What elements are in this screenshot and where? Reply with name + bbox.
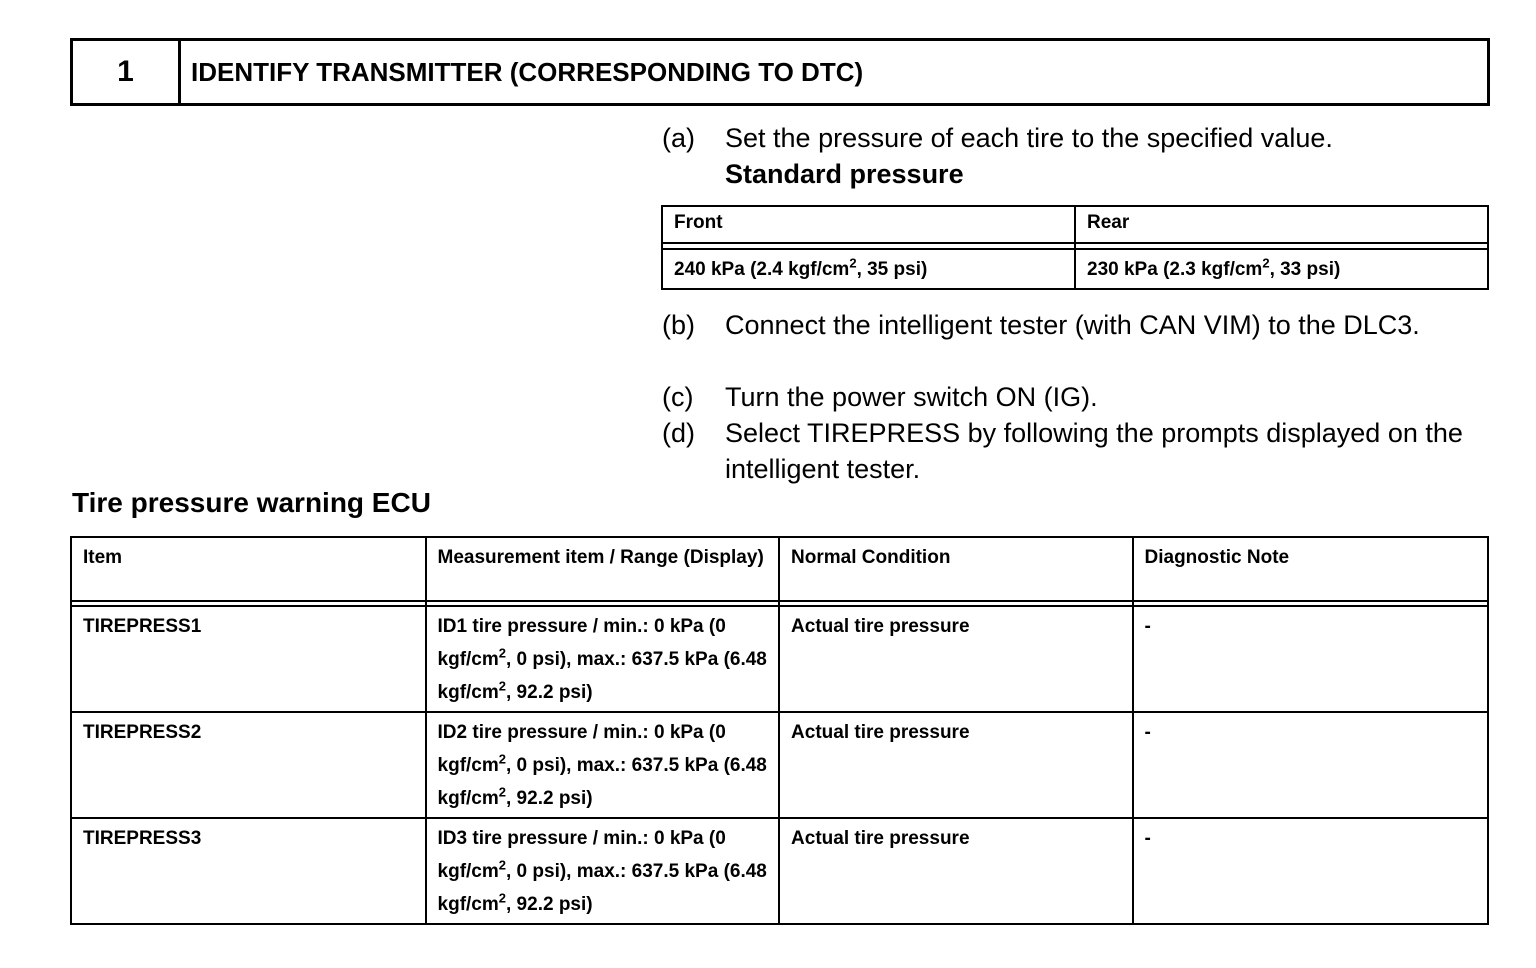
item-cell: TIREPRESS3 — [71, 818, 426, 924]
instruction-text: Select TIREPRESS by following the prompts displayed on the intelligent tester. — [725, 418, 1463, 484]
instruction-label: (d) — [662, 418, 695, 448]
step-header — [70, 38, 1490, 106]
header-rear: Rear — [1075, 206, 1488, 243]
ecu-section-title: Tire pressure warning ECU — [72, 487, 431, 518]
table-row — [71, 818, 1488, 924]
instruction-text: Set the pressure of each tire to the specified value. — [725, 123, 1333, 153]
step-number: 1 — [73, 41, 181, 103]
header-normal-condition: Normal Condition — [779, 537, 1132, 601]
standard-pressure-table — [661, 205, 1489, 290]
table-header-row — [662, 206, 1488, 243]
instruction-label: (a) — [662, 123, 695, 153]
normal-condition-cell: Actual tire pressure — [779, 818, 1132, 924]
measurement-cell: ID1 tire pressure / min.: 0 kPa (0 kgf/$cm^2$, 0 psi), max.: 637.5 kPa (6.48 kgf/$cm^2$, 92.2 psi) — [426, 606, 780, 712]
table-row — [71, 606, 1488, 712]
measurement-cell: ID2 tire pressure / min.: 0 kPa (0 kgf/$cm^2$, 0 psi), max.: 637.5 kPa (6.48 kgf/$cm^2$, 92.2 psi) — [426, 712, 780, 818]
header-measurement: Measurement item / Range (Display) — [426, 537, 780, 601]
instruction-text: Turn the power switch ON (IG). — [725, 382, 1098, 412]
instruction-d — [662, 415, 1492, 487]
instruction-label: (b) — [662, 310, 695, 340]
diagnostic-note-cell: - — [1133, 818, 1489, 924]
header-item: Item — [71, 537, 426, 601]
table-header-row — [71, 537, 1488, 601]
instruction-label: (c) — [662, 382, 694, 412]
table-row — [662, 249, 1488, 289]
measurement-cell: ID3 tire pressure / min.: 0 kPa (0 kgf/$cm^2$, 0 psi), max.: 637.5 kPa (6.48 kgf/$cm^2$, 92.2 psi) — [426, 818, 780, 924]
front-pressure-value: 240 kPa (2.4 kgf/$cm^2$, 35 psi) — [662, 249, 1075, 289]
instruction-b — [662, 307, 1492, 343]
normal-condition-cell: Actual tire pressure — [779, 606, 1132, 712]
header-front: Front — [662, 206, 1075, 243]
item-cell: TIREPRESS1 — [71, 606, 426, 712]
table-row — [71, 712, 1488, 818]
diagnostic-note-cell: - — [1133, 712, 1489, 818]
step-title: IDENTIFY TRANSMITTER (CORRESPONDING TO DTC) — [191, 56, 864, 87]
instruction-text: Connect the intelligent tester (with CAN VIM) to the DLC3. — [725, 310, 1420, 340]
diagnostic-note-cell: - — [1133, 606, 1489, 712]
rear-pressure-value: 230 kPa (2.3 kgf/$cm^2$, 33 psi) — [1075, 249, 1488, 289]
instruction-c — [662, 379, 1492, 415]
normal-condition-cell: Actual tire pressure — [779, 712, 1132, 818]
standard-pressure-label: Standard pressure — [725, 159, 964, 189]
header-diagnostic-note: Diagnostic Note — [1133, 537, 1489, 601]
item-cell: TIREPRESS2 — [71, 712, 426, 818]
ecu-data-table — [70, 536, 1489, 925]
instruction-a — [662, 120, 1492, 192]
